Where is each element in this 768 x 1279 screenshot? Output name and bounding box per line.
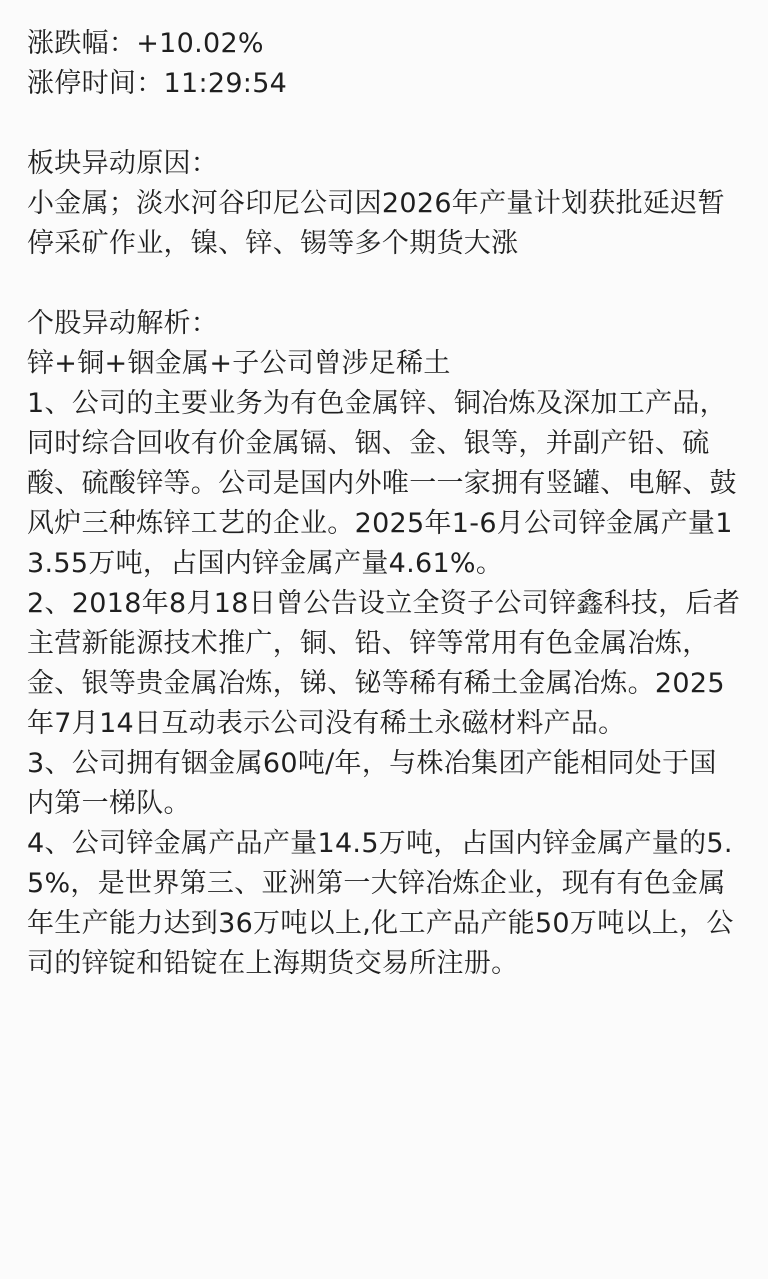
sector-reason-text: 小金属；淡水河谷印尼公司因2026年产量计划获批延迟暂停采矿作业，镍、锌、锡等多个期货大涨 bbox=[27, 188, 725, 259]
spacer bbox=[27, 264, 743, 304]
change-percent-line: 涨跌幅：+10.02% bbox=[27, 28, 264, 59]
stock-tags: 锌+铜+铟金属+子公司曾涉足稀土 bbox=[27, 348, 451, 379]
sector-reason-heading: 板块异动原因： bbox=[27, 148, 219, 179]
analysis-point-1: 1、公司的主要业务为有色金属锌、铜冶炼及深加工产品，同时综合回收有价金属镉、铟、金、银等，并副产铅、硫酸、硫酸锌等。公司是国内外唯一一家拥有竖罐、电解、鼓风炉三种炼锌工艺的企业。2025年1-6月公司锌金属产量13.55万吨，占国内锌金属产量4.61%。 bbox=[27, 388, 737, 579]
limit-up-time-line: 涨停时间：11:29:54 bbox=[27, 68, 288, 99]
analysis-point-2: 2、2018年8月18日曾公告设立全资子公司锌鑫科技，后者主营新能源技术推广，铜、铅、锌等常用有色金属冶炼，金、银等贵金属冶炼，锑、铋等稀有稀土金属冶炼。2025年7月14日互动表示公司没有稀土永磁材料产品。 bbox=[27, 588, 741, 739]
spacer bbox=[27, 104, 743, 144]
analysis-point-3: 3、公司拥有铟金属60吨/年，与株冶集团产能相同处于国内第一梯队。 bbox=[27, 748, 717, 819]
stock-analysis-heading: 个股异动解析： bbox=[27, 308, 219, 339]
document-body bbox=[27, 24, 743, 984]
analysis-point-4: 4、公司锌金属产品产量14.5万吨，占国内锌金属产量的5.5%，是世界第三、亚洲第一大锌冶炼企业，现有有色金属年生产能力达到36万吨以上,化工产品产能50万吨以上，公司的锌锭和铅锭在上海期货交易所注册。 bbox=[27, 828, 734, 979]
